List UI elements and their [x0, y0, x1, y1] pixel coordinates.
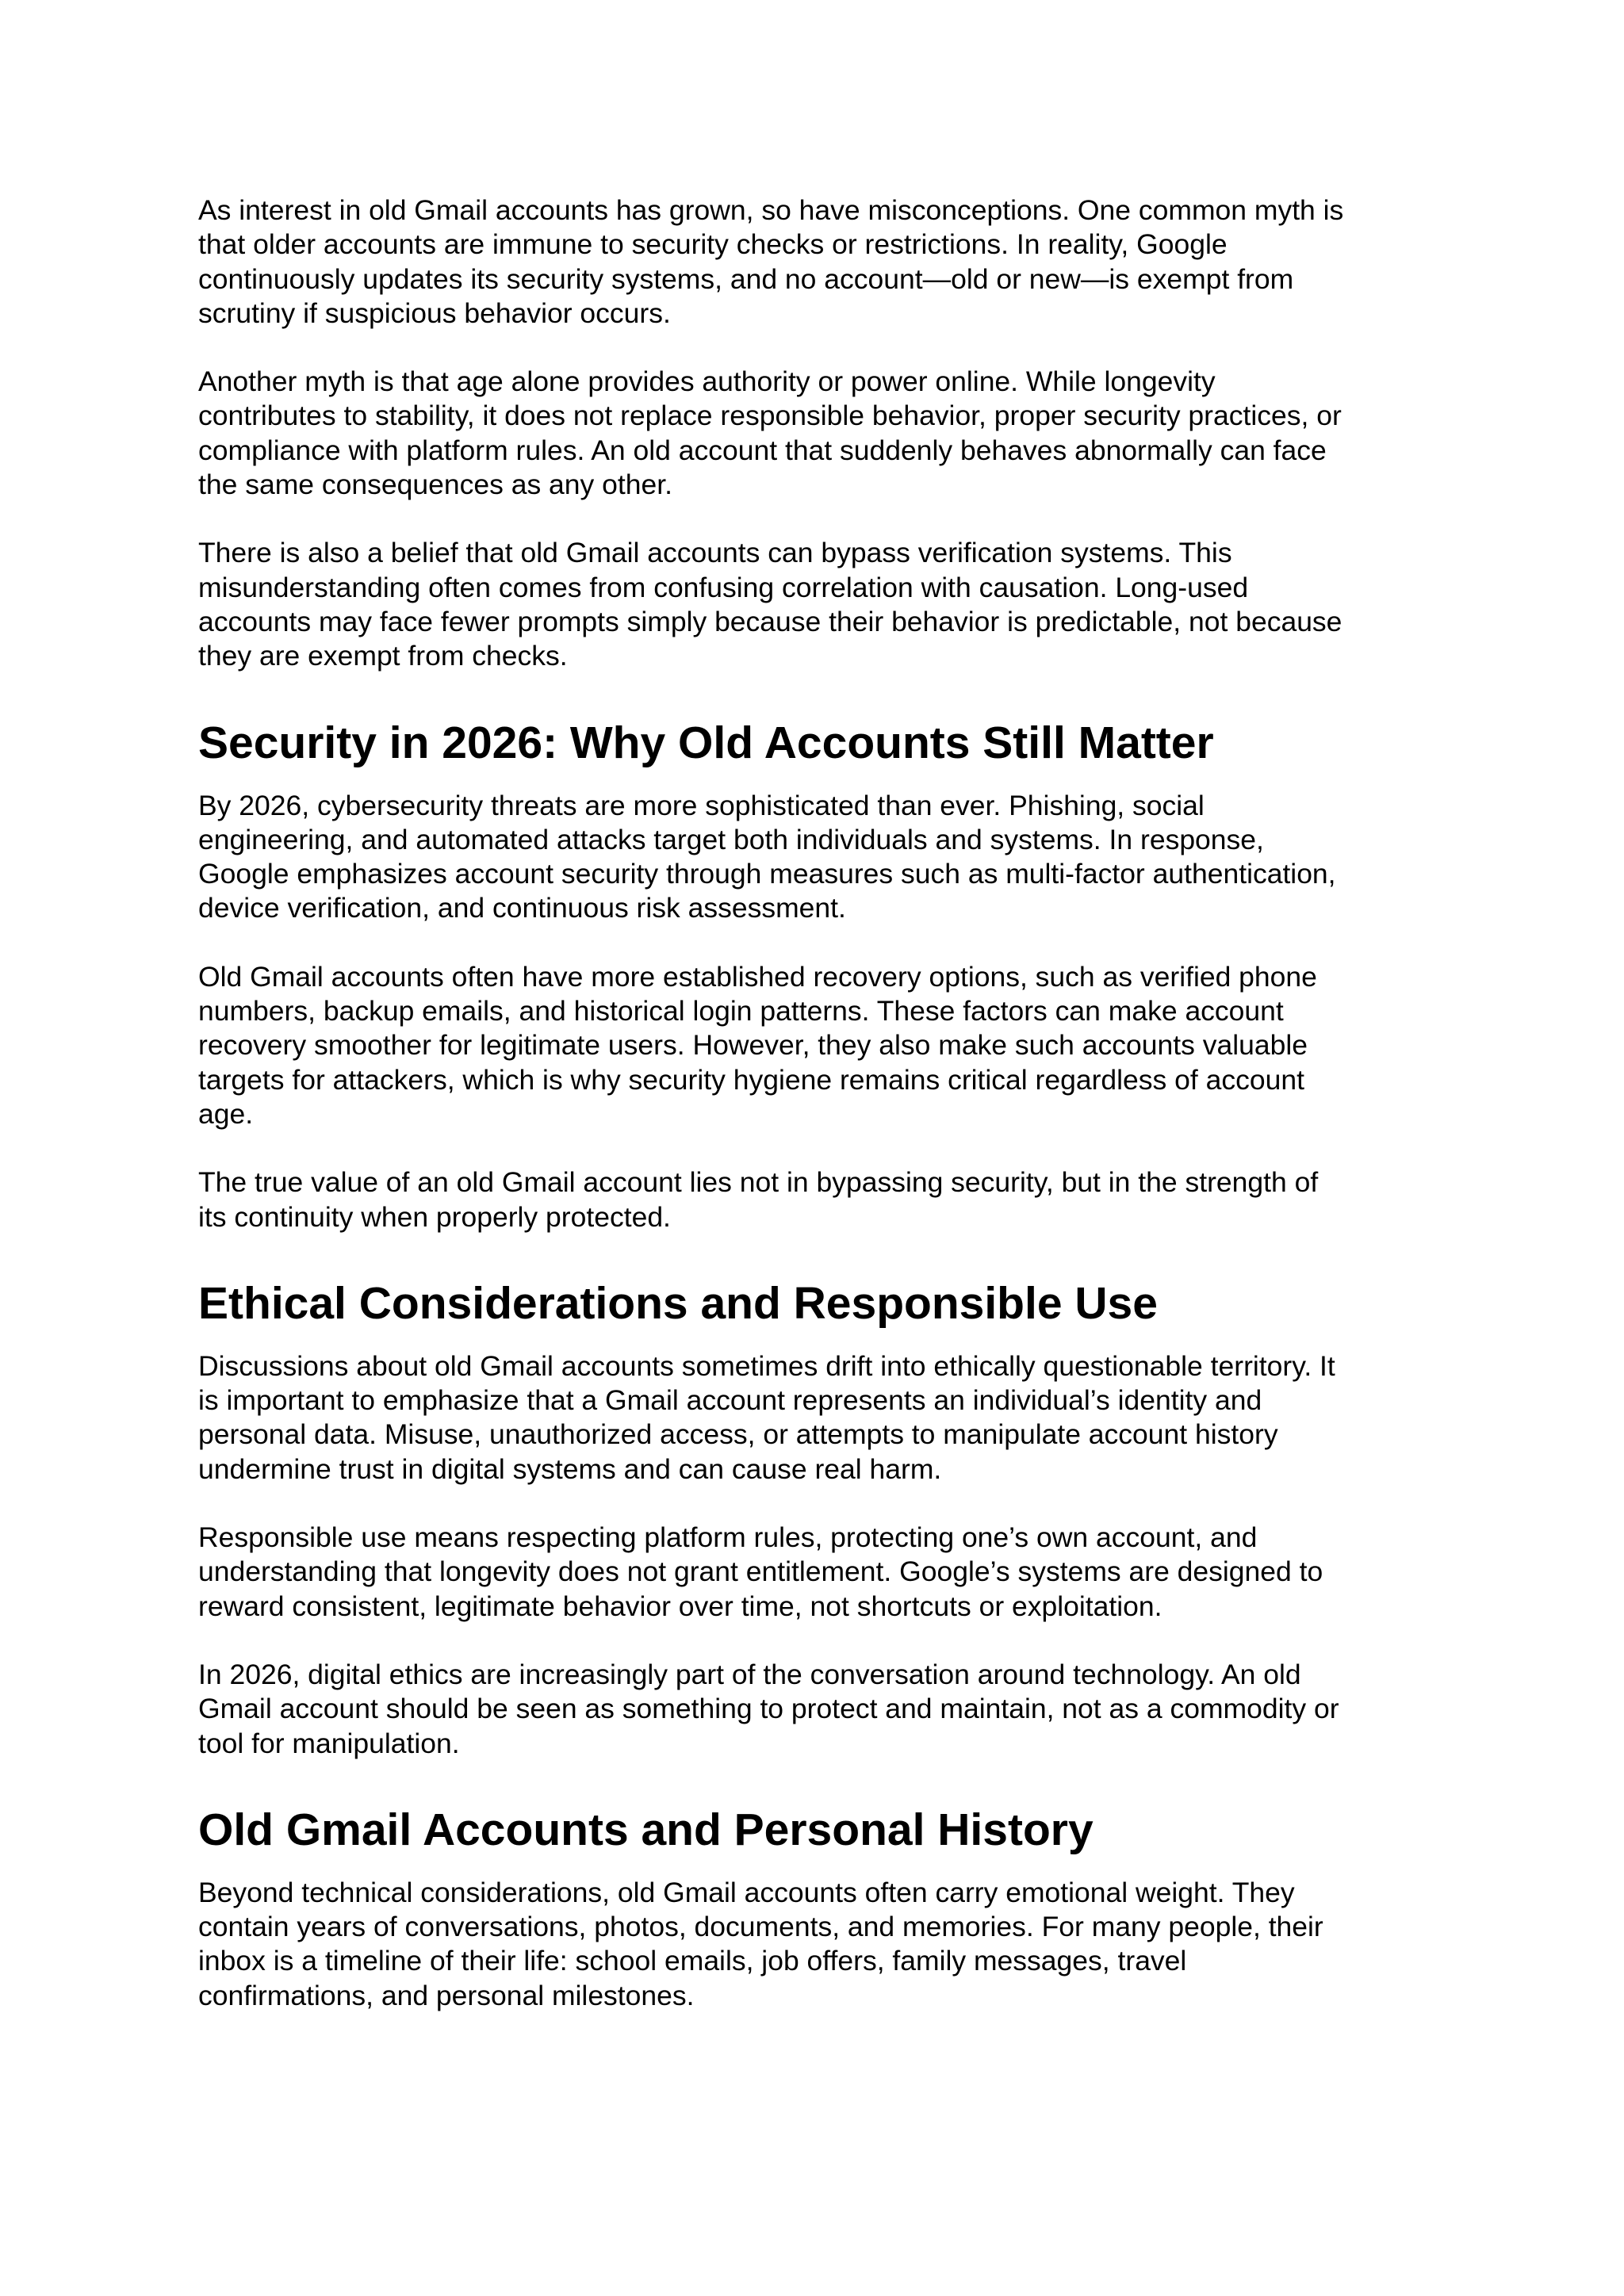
paragraph-line: Another myth is that age alone provides authority or power online. While longevity	[198, 365, 1216, 398]
paragraph	[198, 1658, 1451, 1761]
paragraph-line: that older accounts are immune to security checks or restrictions. In reality, Google	[198, 228, 1228, 261]
paragraph-line: understanding that longevity does not grant entitlement. Google’s systems are designed to	[198, 1556, 1323, 1588]
paragraph-line: Gmail account should be seen as something to protect and maintain, not as a commodity or	[198, 1693, 1339, 1725]
paragraph-line: By 2026, cybersecurity threats are more sophisticated than ever. Phishing, social	[198, 789, 1205, 821]
paragraph	[198, 1349, 1451, 1487]
paragraph-line: accounts may face fewer prompts simply because their behavior is predictable, not because	[198, 605, 1342, 637]
section-security-2026	[198, 717, 1451, 1234]
paragraph-line: contain years of conversations, photos, documents, and memories. For many people, their	[198, 1911, 1323, 1943]
paragraph	[198, 365, 1451, 502]
paragraph-line: In 2026, digital ethics are increasingly part of the conversation around technology. An old	[198, 1658, 1301, 1690]
document-page	[198, 193, 1451, 2013]
paragraph-line: engineering, and automated attacks target both individuals and systems. In response,	[198, 823, 1264, 855]
paragraph-line: There is also a belief that old Gmail accounts can bypass verification systems. This	[198, 537, 1232, 569]
paragraph-line: Beyond technical considerations, old Gmail accounts often carry emotional weight. They	[198, 1876, 1295, 1908]
paragraph-line: continuously updates its security systems, and no account—old or new—is exempt from	[198, 262, 1294, 295]
paragraph-line: scrutiny if suspicious behavior occurs.	[198, 297, 671, 329]
paragraph	[198, 1165, 1451, 1234]
paragraph-line: contributes to stability, it does not replace responsible behavior, proper security practices, or	[198, 400, 1342, 432]
paragraph-line: The true value of an old Gmail account lies not in bypassing security, but in the strength of	[198, 1166, 1319, 1199]
paragraph-line: numbers, backup emails, and historical login patterns. These factors can make account	[198, 995, 1284, 1027]
paragraph-line: inbox is a timeline of their life: school emails, job offers, family messages, travel	[198, 1945, 1187, 1977]
paragraph-line: personal data. Misuse, unauthorized access, or attempts to manipulate account history	[198, 1418, 1278, 1451]
paragraph-line: tool for manipulation.	[198, 1727, 460, 1759]
paragraph	[198, 193, 1451, 331]
paragraph-line: they are exempt from checks.	[198, 640, 568, 672]
paragraph-line: Responsible use means respecting platform rules, protecting one’s own account, and	[198, 1521, 1258, 1554]
paragraph-line: its continuity when properly protected.	[198, 1200, 671, 1233]
paragraph	[198, 1521, 1451, 1624]
paragraph	[198, 789, 1451, 926]
section-heading: Ethical Considerations and Responsible Use	[198, 1277, 1158, 1329]
paragraph-line: Discussions about old Gmail accounts sometimes drift into ethically questionable territory. It	[198, 1349, 1335, 1382]
paragraph	[198, 536, 1451, 673]
paragraph-line: the same consequences as any other.	[198, 469, 672, 501]
section-misconceptions	[198, 193, 1451, 674]
paragraph	[198, 1876, 1451, 2013]
paragraph-line: Google emphasizes account security through measures such as multi-factor authentication,	[198, 858, 1336, 890]
paragraph-line: age.	[198, 1097, 254, 1130]
section-heading: Security in 2026: Why Old Accounts Still Matter	[198, 717, 1214, 768]
paragraph-line: compliance with platform rules. An old account that suddenly behaves abnormally can face	[198, 434, 1327, 466]
paragraph-line: misunderstanding often comes from confusing correlation with causation. Long-used	[198, 571, 1249, 603]
paragraph-line: is important to emphasize that a Gmail account represents an individual’s identity and	[198, 1384, 1262, 1417]
paragraph-line: reward consistent, legitimate behavior over time, not shortcuts or exploitation.	[198, 1590, 1162, 1622]
paragraph-line: As interest in old Gmail accounts has grown, so have misconceptions. One common myth is	[198, 194, 1344, 226]
section-heading: Old Gmail Accounts and Personal History	[198, 1804, 1094, 1855]
section-ethical-considerations	[198, 1277, 1451, 1761]
paragraph-line: targets for attackers, which is why security hygiene remains critical regardless of account	[198, 1063, 1304, 1096]
paragraph-line: recovery smoother for legitimate users. However, they also make such accounts valuable	[198, 1029, 1308, 1062]
paragraph	[198, 960, 1451, 1131]
paragraph-line: Old Gmail accounts often have more established recovery options, such as verified phone	[198, 960, 1317, 993]
paragraph-line: confirmations, and personal milestones.	[198, 1979, 695, 2011]
section-personal-history	[198, 1804, 1451, 2013]
paragraph-line: device verification, and continuous risk assessment.	[198, 892, 846, 924]
paragraph-line: undermine trust in digital systems and can cause real harm.	[198, 1452, 942, 1485]
